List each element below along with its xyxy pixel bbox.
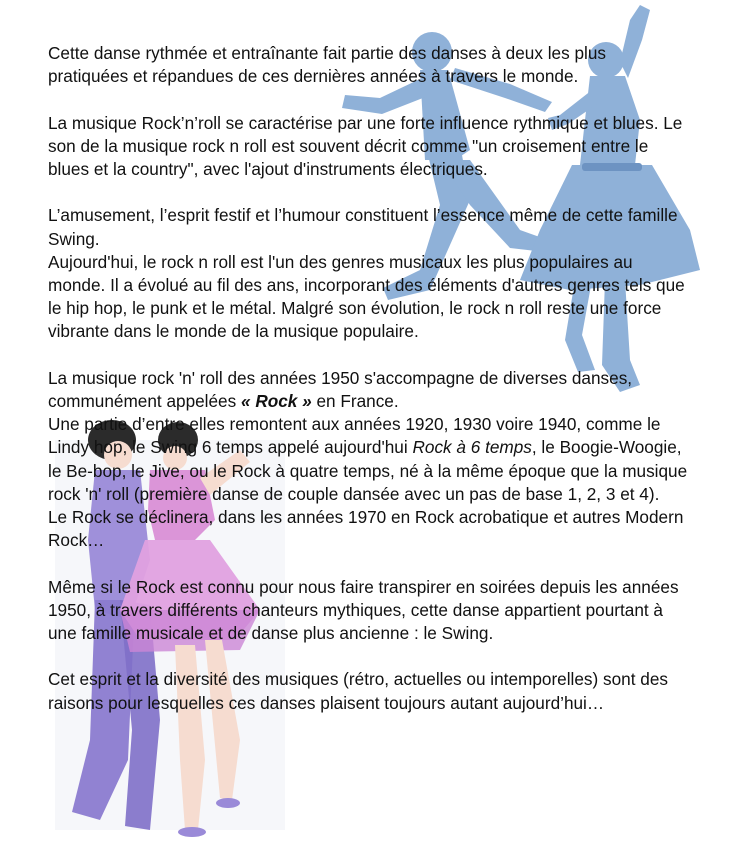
paragraph-swing-essence-text: L’amusement, l’esprit festif et l’humour constituent l’essence même de cette famille Swing.: [48, 205, 678, 249]
paragraph-rocknroll-text: La musique Rock’n’roll se caractérise par une forte influence rythmique et blues. Le son de la musique rock n roll est souvent décrit comme "un croisement entre le blues et la country", avec l'ajout d'instruments électriques.: [48, 112, 683, 179]
paragraph-conclusion: [48, 668, 688, 714]
paragraph-rocknroll-music: [48, 112, 688, 182]
paragraph-1950s-text-1: La musique rock 'n' roll des années 1950 s'accompagne de diverses danses, communément appelées: [48, 367, 633, 411]
paragraph-origins-text-1: Une partie d’entre elles remontent aux années 1920, 1930 voire 1940, comme le Lindy hop, le Swing 6 temps appelé aujourd'hui: [48, 414, 661, 458]
paragraph-dance-origins: [48, 413, 688, 506]
paragraph-1950s-text-2: en France.: [311, 391, 399, 411]
paragraph-origins-text-2: , le Boogie-Woogie, le Be-bop, le Jive, ou le Rock à quatre temps, né à la même époque que la musique rock 'n' roll (première danse de couple dansée avec un pas de base 1, 2, 3 et 4).: [48, 437, 688, 504]
paragraph-intro-text: Cette danse rythmée et entraînante fait partie des danses à deux les plus pratiquées et répandues de ces dernières années à travers le monde.: [48, 43, 606, 87]
article-body: [48, 42, 688, 715]
paragraph-swing-family-text: Même si le Rock est connu pour nous faire transpirer en soirées depuis les années 1950, à travers différents chanteurs mythiques, cette danse appartient pourtant à une famille musicale et de danse plus ancienne : le Swing.: [48, 576, 679, 644]
paragraph-rock-1970s: [48, 506, 688, 552]
paragraph-swing-essence: [48, 204, 688, 250]
paragraph-swing-family: [48, 576, 688, 646]
paragraph-rock-today: [48, 251, 688, 344]
rock-emphasis: « Rock »: [241, 391, 312, 411]
paragraph-rock-today-text: Aujourd'hui, le rock n roll est l'un des genres musicaux les plus populaires au monde. Il a évolué au fil des ans, incorporant des éléments d'autres genres tels que le hip hop, le punk et le métal. Malgré son évolution, le rock n roll reste une force vibrante dans le monde de la musique populaire.: [48, 251, 685, 342]
paragraph-conclusion-text: Cet esprit et la diversité des musiques (rétro, actuelles ou intemporelles) sont des raisons pour lesquelles ces danses plaisent toujours autant aujourd’hui…: [48, 669, 668, 713]
paragraph-1950s-dances: [48, 367, 688, 413]
rock-6-temps-italic: Rock à 6 temps: [412, 437, 532, 458]
paragraph-rock-1970s-text: Le Rock se déclinera, dans les années 1970 en Rock acrobatique et autres Modern Rock…: [48, 507, 684, 551]
paragraph-intro: [48, 42, 688, 88]
